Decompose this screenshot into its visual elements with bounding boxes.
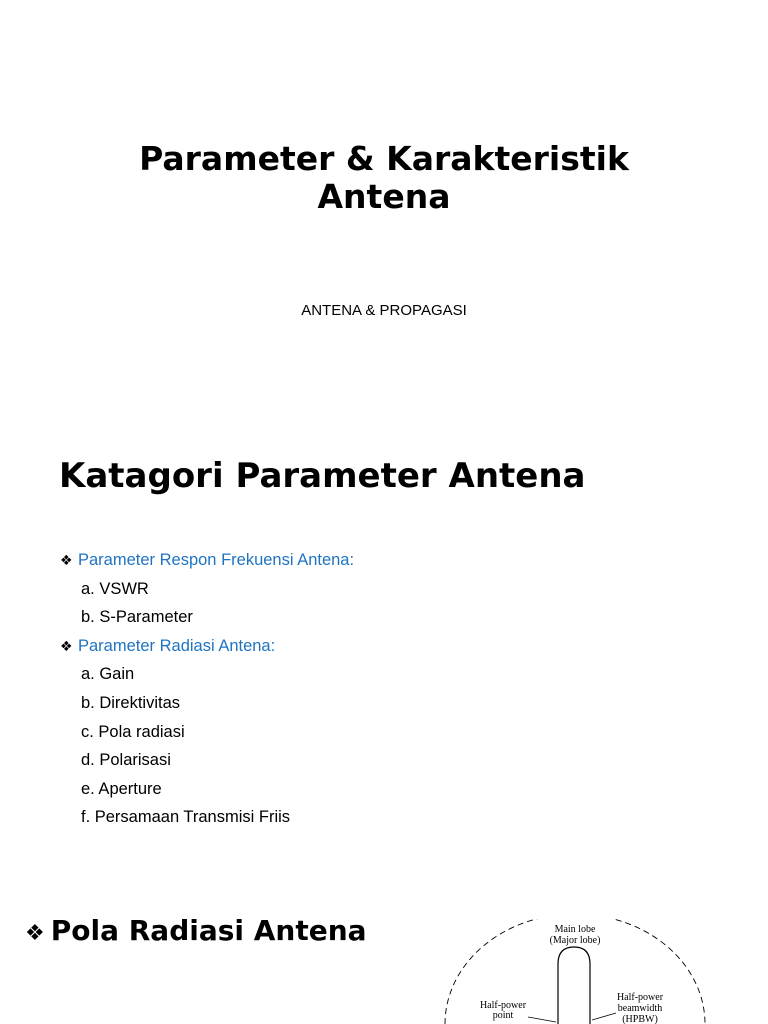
radiation-pattern-diagram xyxy=(420,919,720,1024)
slide-title-line2: Antena xyxy=(317,177,451,216)
main-lobe-label: (Major lobe) xyxy=(549,935,601,946)
main-lobe-shape xyxy=(558,947,590,1024)
diamond-bullet-icon: ❖ xyxy=(60,638,73,655)
list-item: a. VSWR xyxy=(81,579,149,598)
radiation-heading-label: Pola Radiasi Antena xyxy=(50,914,367,947)
half-power-point-label: Half-power xyxy=(479,1000,527,1011)
list-item: a. Gain xyxy=(81,665,135,684)
parameter-list xyxy=(60,546,354,832)
title-slide xyxy=(0,0,768,432)
bullet-heading xyxy=(60,546,354,575)
category-slide xyxy=(0,432,768,864)
hpbw-label: beamwidth xyxy=(617,1003,663,1014)
slide-title-line1: Parameter & Karakteristik xyxy=(139,139,629,178)
bullet-heading-label: Parameter Respon Frekuensi Antena: xyxy=(78,551,355,569)
list-item: f. Persamaan Transmisi Friis xyxy=(81,808,291,827)
list-item: c. Pola radiasi xyxy=(81,722,185,741)
diamond-bullet-icon: ❖ xyxy=(60,553,73,569)
slide-title xyxy=(0,140,768,216)
radiation-heading xyxy=(25,914,371,947)
bullet-heading-label: Parameter Radiasi Antena: xyxy=(78,636,276,655)
hpbw-label: (HPBW) xyxy=(622,1014,658,1024)
main-lobe-label: Main lobe xyxy=(554,924,596,935)
list-item: b. S-Parameter xyxy=(81,608,193,627)
hpbw-arrow xyxy=(592,1013,616,1020)
list-item: b. Direktivitas xyxy=(81,693,181,712)
half-power-arrow xyxy=(528,1017,556,1022)
list-item: d. Polarisasi xyxy=(81,751,171,770)
bullet-heading xyxy=(60,632,354,661)
radiation-pattern-slide xyxy=(0,864,768,1024)
section-heading: Katagori Parameter Antena xyxy=(59,456,586,496)
slide-subtitle: ANTENA & PROPAGASI xyxy=(301,302,467,319)
list-item: e. Aperture xyxy=(81,779,162,798)
diamond-bullet-icon: ❖ xyxy=(25,921,45,946)
half-power-point-label: point xyxy=(492,1010,514,1021)
hpbw-label: Half-power xyxy=(616,992,664,1003)
